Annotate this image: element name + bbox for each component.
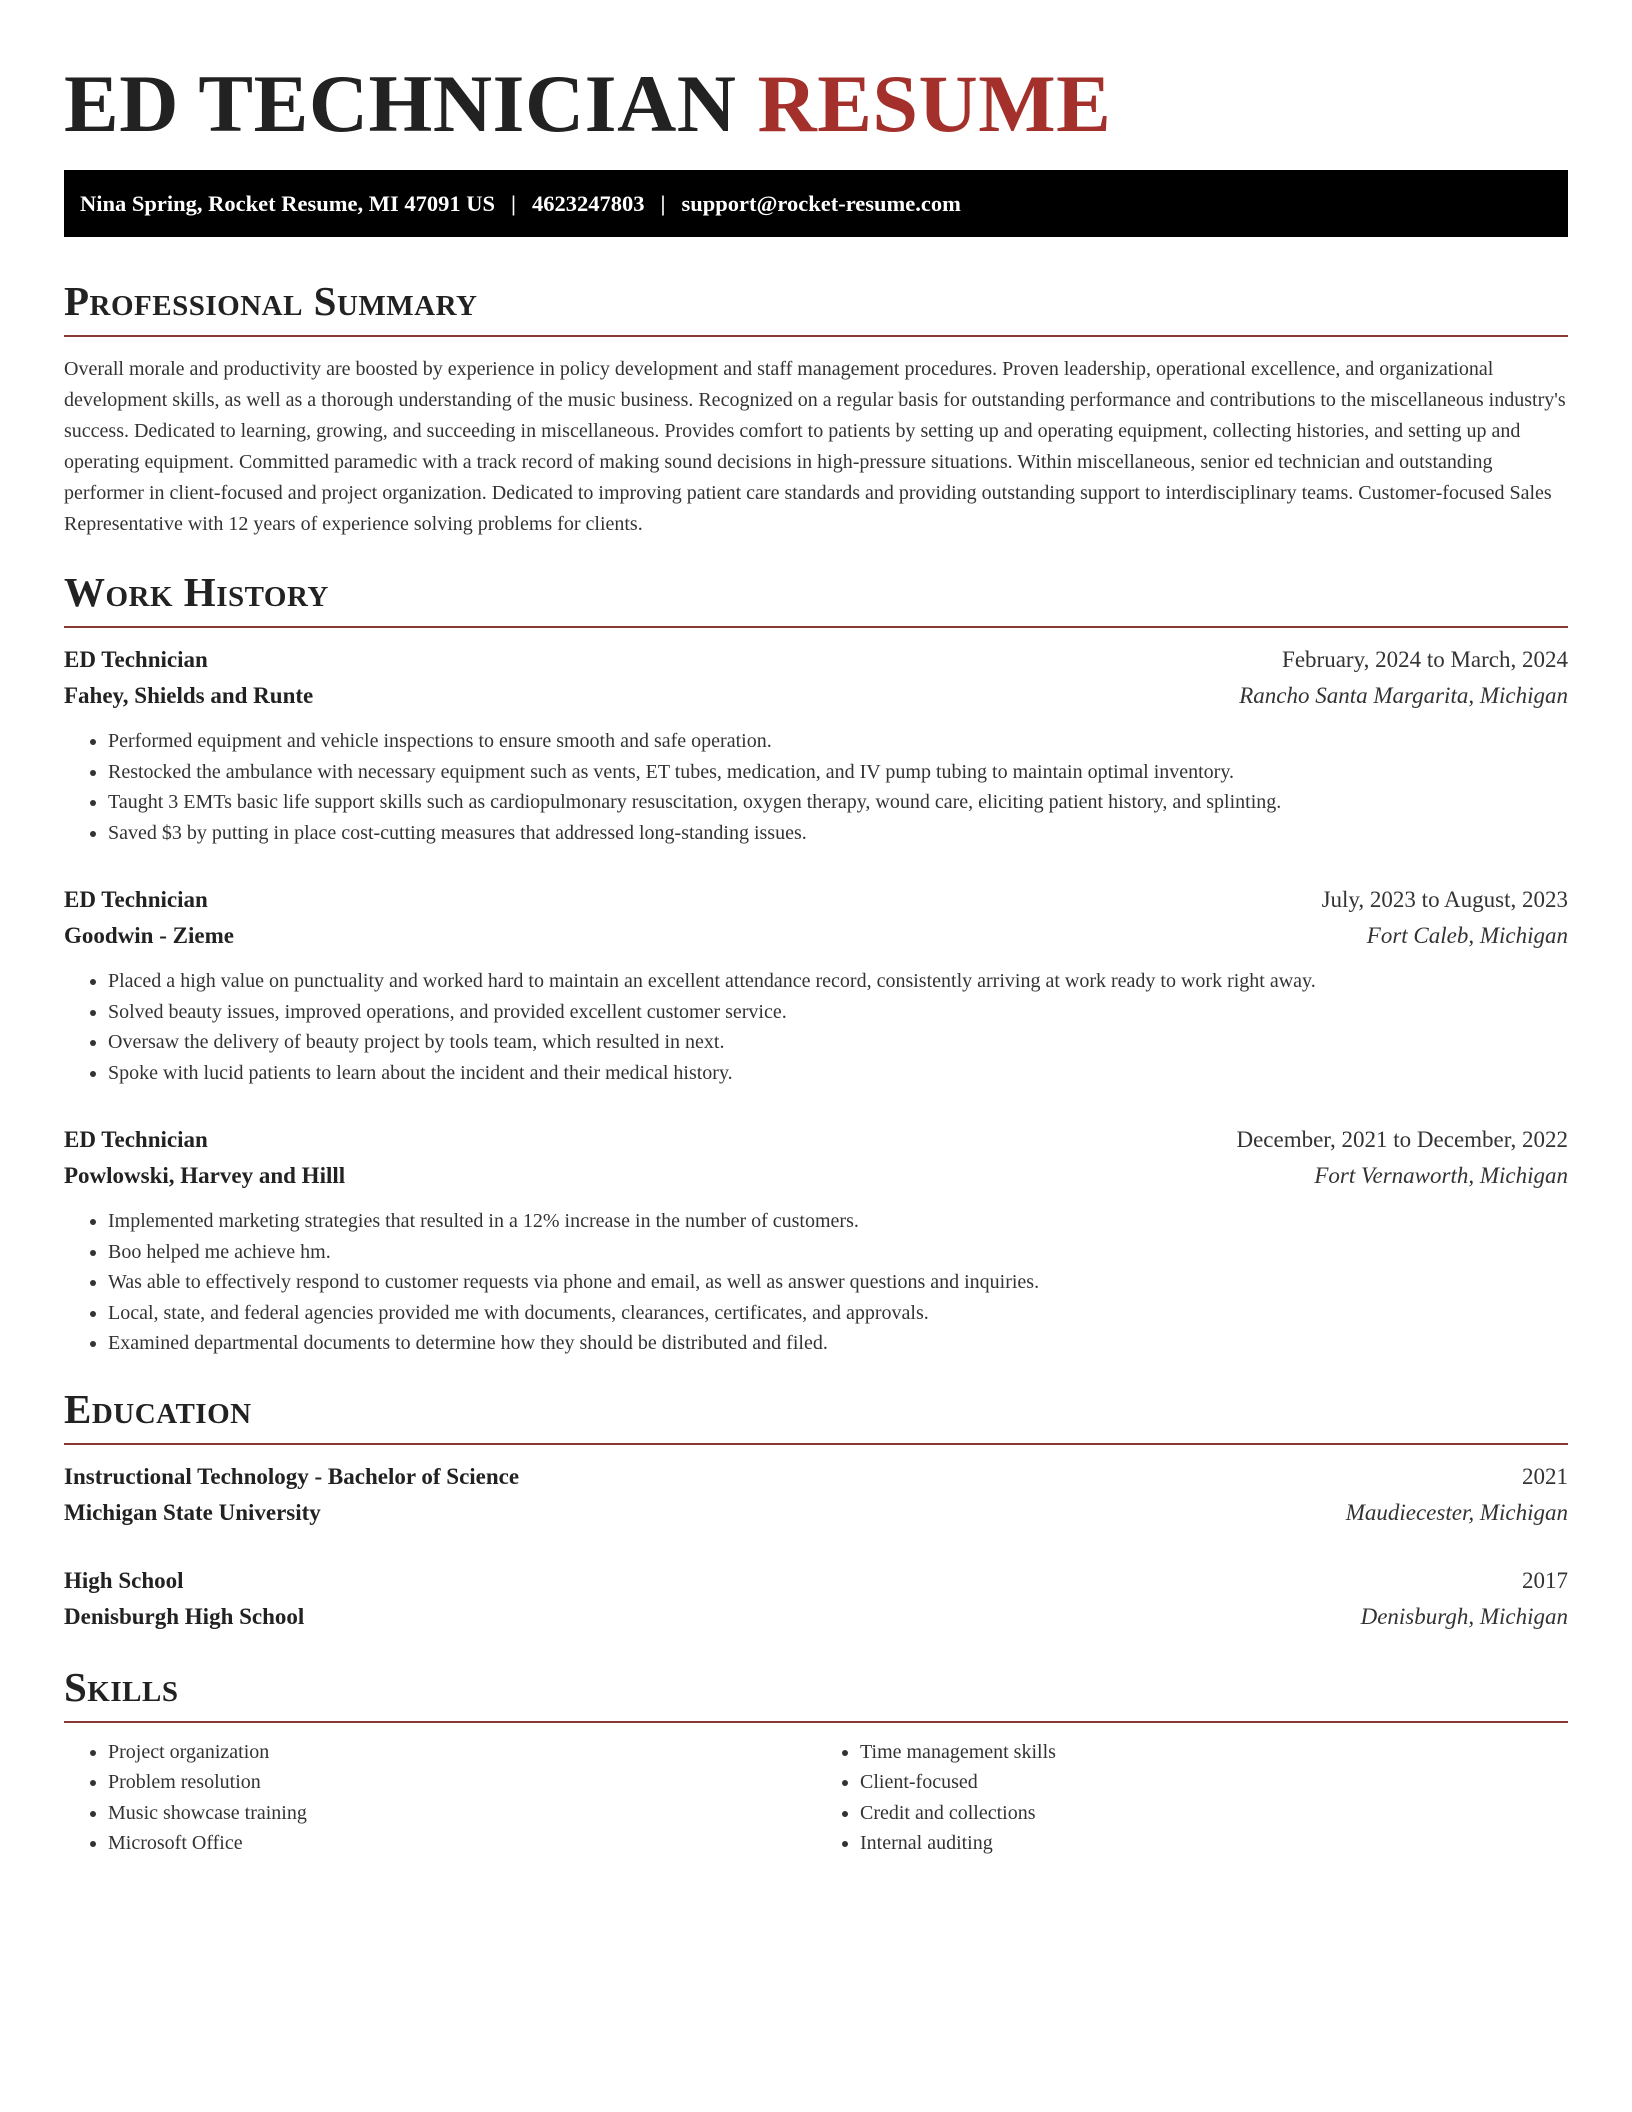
- contact-bar: [64, 170, 1568, 237]
- job-location: Rancho Santa Margarita, Michigan: [1239, 683, 1568, 708]
- job-bullet: • Boo helped me achieve hm.: [108, 1237, 1568, 1268]
- education-year: 2017: [1522, 1567, 1568, 1593]
- education-school: Michigan State University: [64, 1499, 321, 1525]
- skill-item: • Credit and collections: [860, 1798, 1568, 1829]
- job-bullet: • Saved $3 by putting in place cost-cutting measures that addressed long-standing issues.: [108, 818, 1568, 849]
- summary-text: Overall morale and productivity are boosted by experience in policy development and staff management procedures. Proven leadership, operational excellence, and organizational development skills, as well as a thorough understanding of the music business. Recognized on a regular basis for outstanding performance and contributions to the miscellaneous industry's success. Dedicated to learning, growing, and succeeding in miscellaneous. Provides comfort to patients by setting up and operating equipment, collecting histories, and setting up and operating equipment. Committed paramedic with a track record of making sound decisions in high-pressure situations. Within miscellaneous, senior ed technician and outstanding performer in client-focused and project organization. Dedicated to improving patient care standards and providing outstanding support to interdisciplinary teams. Customer-focused Sales Representative with 12 years of experience solving problems for clients.: [64, 358, 1566, 535]
- job-bullets: [64, 966, 1568, 1088]
- section-divider: [64, 335, 1568, 337]
- job-bullet: • Taught 3 EMTs basic life support skills such as cardiopulmonary resuscitation, oxygen therapy, wound care, eliciting patient history, and splinting.: [108, 787, 1568, 818]
- section-divider: [64, 1443, 1568, 1445]
- job-location: Fort Vernaworth, Michigan: [1314, 1163, 1568, 1188]
- job-bullet: • Local, state, and federal agencies provided me with documents, clearances, certificates, and approvals.: [108, 1298, 1568, 1329]
- summary-heading: Professional Summary: [64, 278, 478, 324]
- education-entry: [64, 1563, 1568, 1635]
- education-entry: [64, 1459, 1568, 1531]
- education-school: Denisburgh High School: [64, 1603, 305, 1629]
- job-entry: [64, 882, 1568, 1088]
- contact-phone: 4623247803: [531, 190, 645, 216]
- contact-separator: |: [511, 190, 516, 216]
- job-bullet: • Restocked the ambulance with necessary equipment such as vents, ET tubes, medication, and IV pump tubing to maintain optimal inventory.: [108, 757, 1568, 788]
- job-location: Fort Caleb, Michigan: [1366, 923, 1568, 948]
- skill-item: • Microsoft Office: [108, 1828, 816, 1859]
- education-year: 2021: [1522, 1463, 1568, 1489]
- job-bullet: • Implemented marketing strategies that resulted in a 12% increase in the number of customers.: [108, 1206, 1568, 1237]
- education-location: Denisburgh, Michigan: [1360, 1603, 1568, 1629]
- job-bullet: • Performed equipment and vehicle inspections to ensure smooth and safe operation.: [108, 726, 1568, 757]
- skills-grid: [64, 1737, 1568, 1859]
- skills-column-right: [816, 1737, 1568, 1859]
- skills-list: [816, 1737, 1568, 1859]
- job-dates: December, 2021 to December, 2022: [1236, 1127, 1568, 1152]
- work-history-heading: Work History: [64, 569, 329, 615]
- job-bullets: [64, 726, 1568, 848]
- section-divider: [64, 626, 1568, 628]
- education-degree: Instructional Technology - Bachelor of Science: [64, 1463, 520, 1489]
- job-bullets: [64, 1206, 1568, 1359]
- resume-title: [64, 56, 1568, 152]
- skills-column-left: [64, 1737, 816, 1859]
- contact-address: Nina Spring, Rocket Resume, MI 47091 US: [80, 190, 496, 216]
- skill-item: • Time management skills: [860, 1737, 1568, 1768]
- contact-separator: |: [660, 190, 666, 216]
- job-company: Powlowski, Harvey and Hilll: [64, 1163, 346, 1188]
- skill-item: • Internal auditing: [860, 1828, 1568, 1859]
- skills-heading: Skills: [64, 1663, 179, 1710]
- job-dates: July, 2023 to August, 2023: [1321, 887, 1568, 912]
- job-bullet: • Solved beauty issues, improved operations, and provided excellent customer service.: [108, 997, 1568, 1028]
- education-degree: High School: [64, 1567, 184, 1593]
- education-heading: Education: [64, 1385, 252, 1432]
- skill-item: • Problem resolution: [108, 1767, 816, 1798]
- skill-item: • Project organization: [108, 1737, 816, 1768]
- job-bullet: • Examined departmental documents to determine how they should be distributed and filed.: [108, 1328, 1568, 1359]
- job-bullet: • Spoke with lucid patients to learn about the incident and their medical history.: [108, 1058, 1568, 1089]
- skills-section: [64, 1663, 1568, 1859]
- job-company: Fahey, Shields and Runte: [64, 683, 314, 708]
- title-main: ED TECHNICIAN: [64, 58, 737, 149]
- job-dates: February, 2024 to March, 2024: [1282, 647, 1568, 672]
- job-title: ED Technician: [64, 887, 208, 912]
- job-entry: [64, 1122, 1568, 1359]
- job-title: ED Technician: [64, 647, 208, 672]
- job-entry: [64, 642, 1568, 848]
- section-divider: [64, 1721, 1568, 1723]
- job-bullet: • Placed a high value on punctuality and worked hard to maintain an excellent attendance record, consistently arriving at work ready to work right away.: [108, 966, 1568, 997]
- title-accent: RESUME: [757, 58, 1112, 149]
- job-company: Goodwin - Zieme: [64, 923, 234, 948]
- skill-item: • Client-focused: [860, 1767, 1568, 1798]
- skill-item: • Music showcase training: [108, 1798, 816, 1829]
- job-title: ED Technician: [64, 1127, 208, 1152]
- job-bullet: • Was able to effectively respond to customer requests via phone and email, as well as answer questions and inquiries.: [108, 1267, 1568, 1298]
- education-section: [64, 1385, 1568, 1635]
- work-history-section: [64, 568, 1568, 1359]
- job-bullet: • Oversaw the delivery of beauty project by tools team, which resulted in next.: [108, 1027, 1568, 1058]
- education-location: Maudiecester, Michigan: [1345, 1499, 1568, 1525]
- skills-list: [64, 1737, 816, 1859]
- contact-email: support@rocket-resume.com: [681, 190, 961, 216]
- summary-section: [64, 277, 1568, 540]
